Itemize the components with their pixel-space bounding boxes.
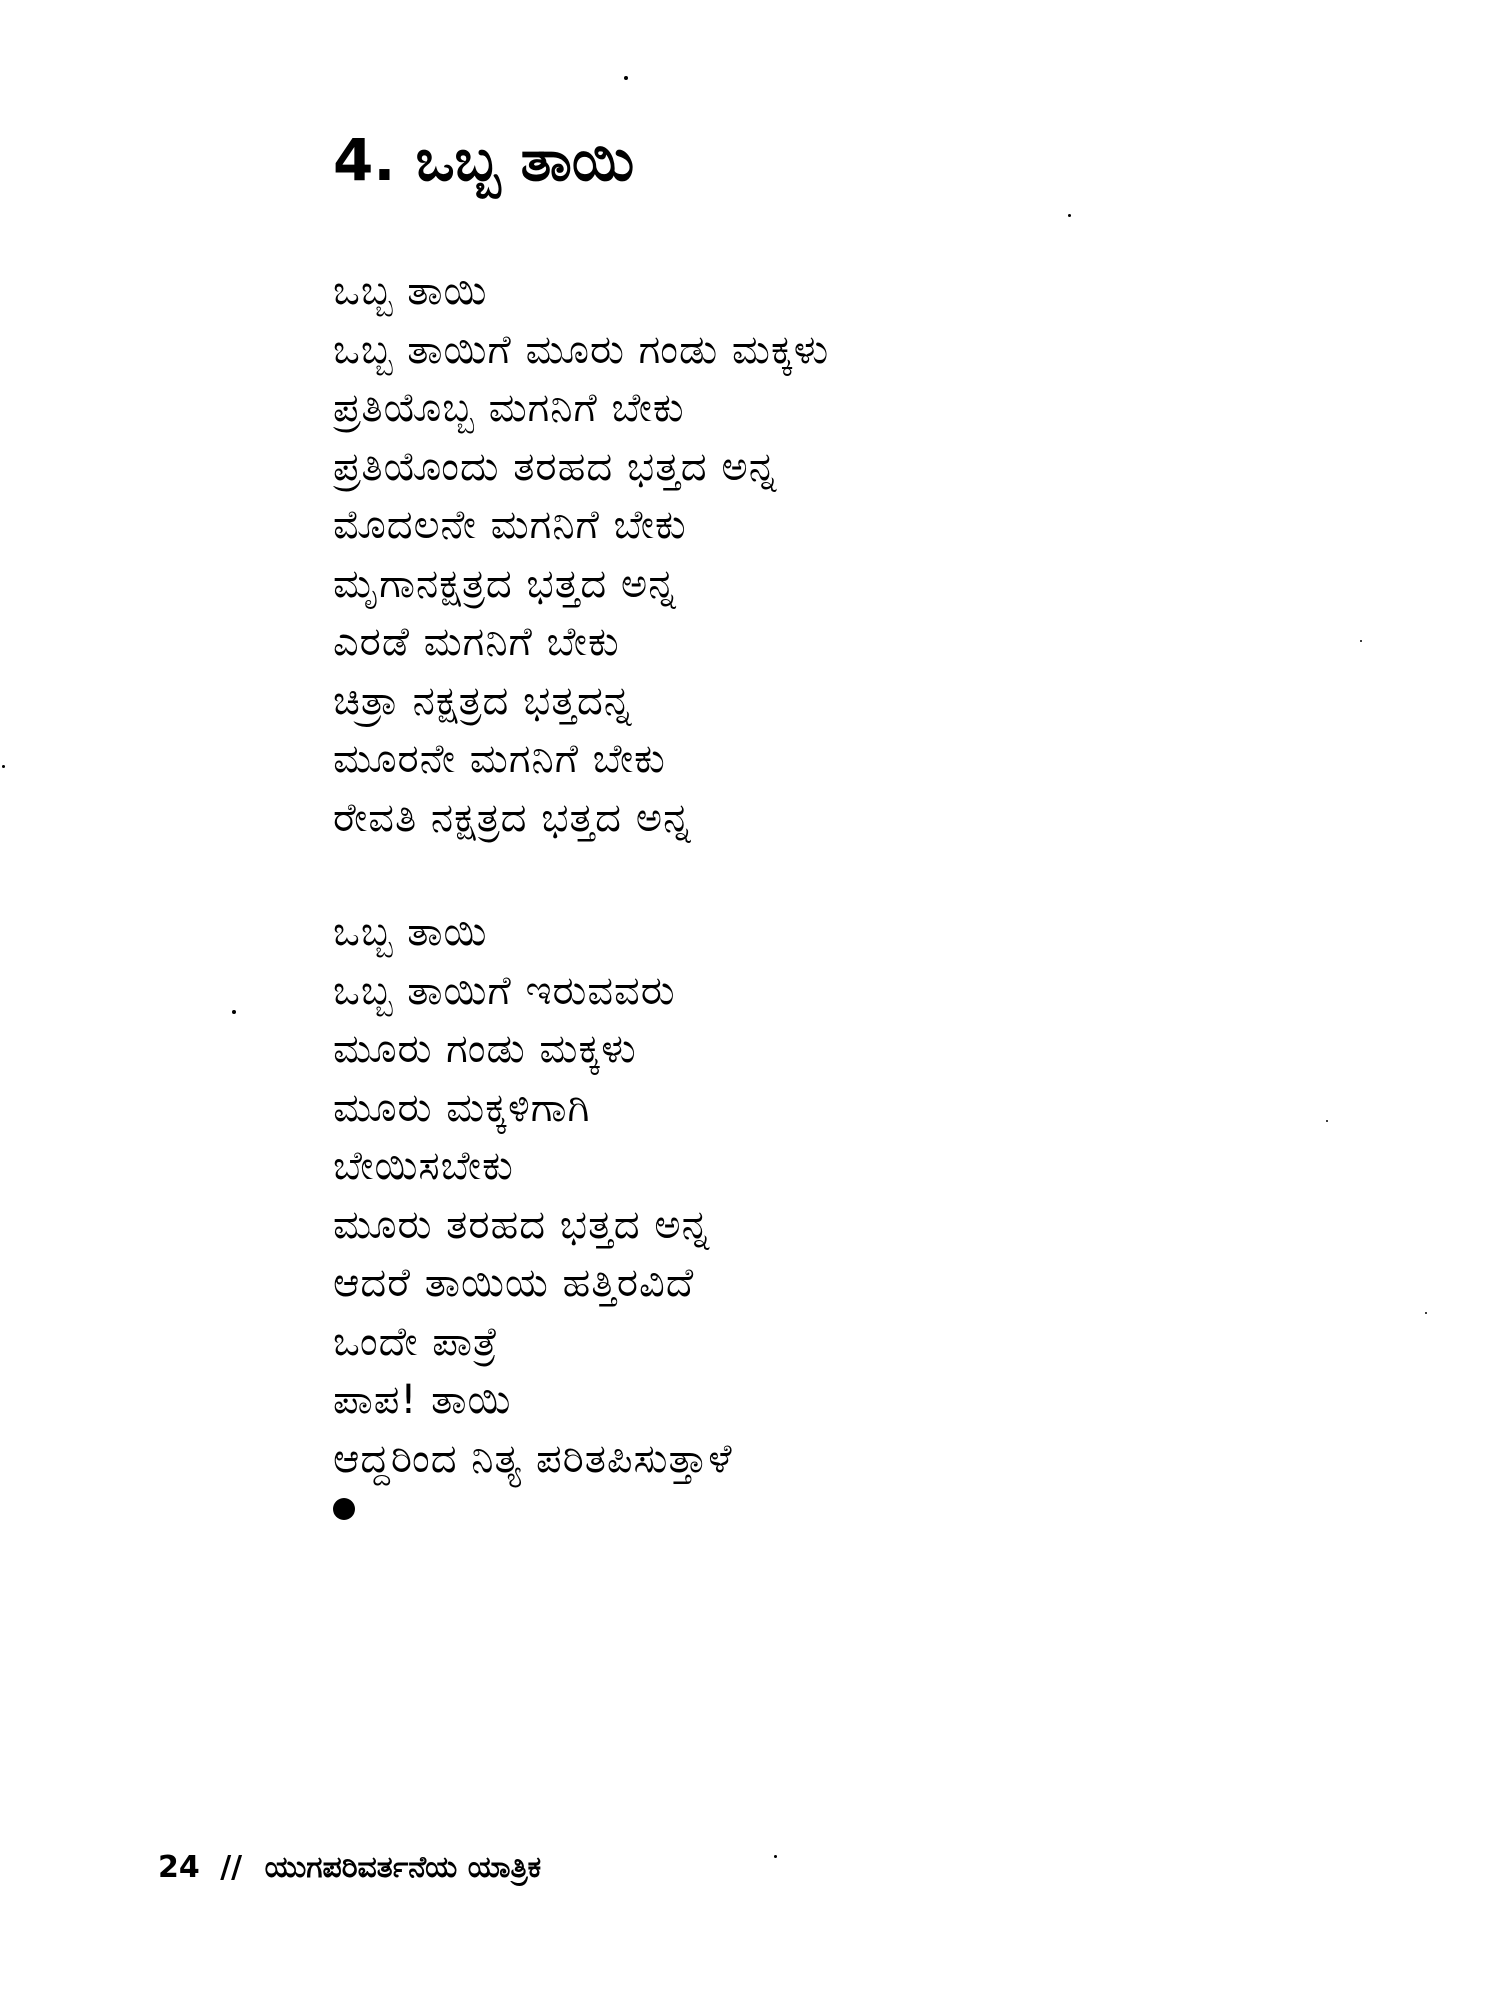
poem-line: ಪ್ರತಿಯೊಂದು ತರಹದ ಭತ್ತದ ಅನ್ನ — [333, 443, 778, 490]
scan-speck — [624, 76, 628, 80]
scan-speck — [1425, 1312, 1427, 1314]
poem-line: ರೇವತಿ ನಕ್ಷತ್ರದ ಭತ್ತದ ಅನ್ನ — [333, 794, 692, 841]
scan-speck — [1360, 640, 1362, 642]
poem-line: ಮೊದಲನೇ ಮಗನಿಗೆ ಬೇಕು — [333, 502, 687, 548]
scan-speck — [1326, 1120, 1328, 1122]
poem-line: ಮೂರು ತರಹದ ಭತ್ತದ ಅನ್ನ — [333, 1201, 711, 1248]
poem-line: ಒಬ್ಬ ತಾಯಿ — [333, 268, 488, 314]
poem-line: ಮೂರು ಗಂಡು ಮಕ್ಕಳು — [333, 1026, 637, 1072]
poem-line: ಪಾಪ! ತಾಯಿ — [333, 1377, 512, 1423]
poem-line: ಒಬ್ಬ ತಾಯಿಗೆ ಇರುವವರು — [333, 967, 676, 1014]
stanza-2 — [333, 903, 733, 1488]
poem-line: ಒಬ್ಬ ತಾಯಿ — [333, 909, 488, 955]
poem-line: ಎರಡೆ ಮಗನಿಗೆ ಬೇಕು — [333, 619, 620, 665]
poem-line: ಮೂರು ಮಕ್ಕಳಿಗಾಗಿ — [333, 1084, 591, 1131]
scan-speck — [774, 1855, 777, 1858]
page-footer — [158, 1848, 541, 1888]
poem-line: ಆದ್ದರಿಂದ ನಿತ್ಯ ಪರಿತಪಿಸುತ್ತಾಳೆ — [333, 1435, 733, 1482]
poem-line: ಚಿತ್ರಾ ನಕ್ಷತ್ರದ ಭತ್ತದನ್ನ — [333, 677, 633, 724]
scan-speck — [232, 1010, 236, 1014]
scan-speck — [1068, 214, 1071, 217]
poem-line: ಒಂದೇ ಪಾತ್ರೆ — [333, 1318, 499, 1365]
poem-line: ಮೃಗಾನಕ್ಷತ್ರದ ಭತ್ತದ ಅನ್ನ — [333, 560, 677, 607]
poem-line: ಆದರೆ ತಾಯಿಯ ಹತ್ತಿರವಿದೆ — [333, 1260, 695, 1306]
poem-line: ಬೇಯಿಸಬೇಕು — [333, 1143, 514, 1189]
poem-line: ಒಬ್ಬ ತಾಯಿಗೆ ಮೂರು ಗಂಡು ಮಕ್ಕಳು — [333, 326, 830, 373]
footer-separator: // — [220, 1850, 243, 1885]
poem-line: ಪ್ರತಿಯೊಬ್ಬ ಮಗನಿಗೆ ಬೇಕು — [333, 385, 685, 431]
end-bullet-icon — [333, 1498, 355, 1520]
page-number: 24 — [158, 1850, 200, 1885]
poem-line: ಮೂರನೇ ಮಗನಿಗೆ ಬೇಕು — [333, 736, 666, 782]
poem-title: 4. ಒಬ್ಬ ತಾಯಿ — [333, 126, 635, 194]
book-title: ಯುಗಪರಿವರ್ತನೆಯ ಯಾತ್ರಿಕ — [264, 1850, 542, 1885]
stanza-1 — [333, 262, 829, 847]
scan-speck — [2, 765, 5, 768]
